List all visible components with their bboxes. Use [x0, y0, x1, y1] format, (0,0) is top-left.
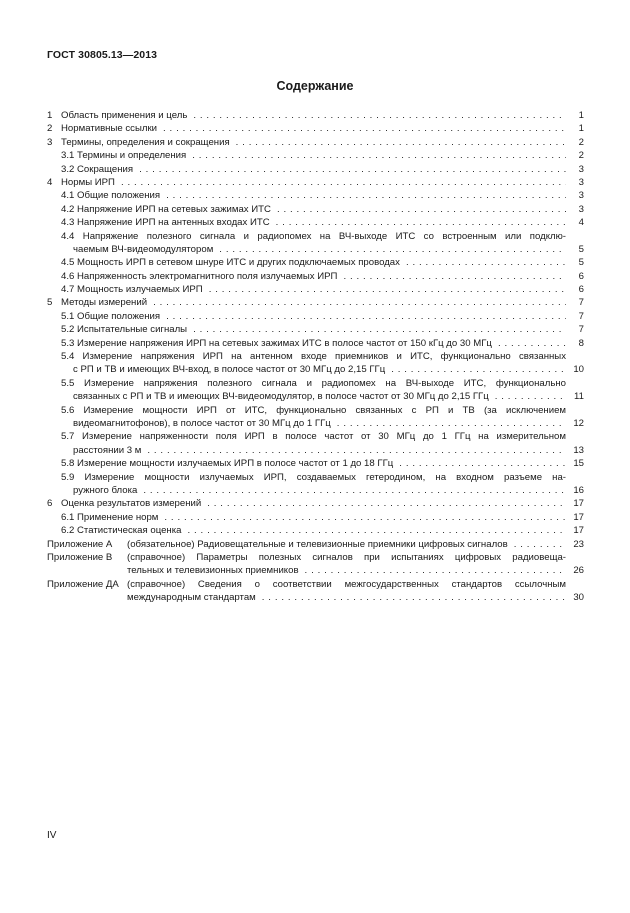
toc-entry-title: Методы измерений . . .	[61, 296, 566, 309]
toc-entry[interactable]	[47, 149, 584, 162]
toc-entry-page: 12	[573, 418, 584, 430]
toc-entry-page: 7	[578, 297, 584, 309]
toc-entry-title: 6.1 Применение норм . . .	[61, 511, 566, 524]
toc-entry-page: 13	[573, 444, 584, 456]
toc-entry-page: 10	[573, 364, 584, 376]
toc-entry[interactable]	[47, 404, 584, 431]
toc-entry[interactable]	[47, 350, 584, 377]
toc-entry[interactable]	[47, 310, 584, 323]
toc-entry[interactable]	[47, 216, 584, 229]
toc-entry-page: 15	[573, 458, 584, 470]
toc-entry-page: 7	[578, 324, 584, 336]
toc-entry-title: Нормы ИРП . . .	[61, 176, 566, 189]
toc-entry-number: 4	[47, 176, 53, 188]
toc-entry[interactable]	[47, 296, 584, 309]
toc-entry[interactable]	[47, 122, 584, 135]
toc-entry-title: 4.3 Напряжение ИРП на антенных входах ИТС . . .	[61, 216, 566, 229]
toc-entry-page: 3	[578, 203, 584, 215]
toc-entry[interactable]	[47, 471, 584, 498]
table-of-contents	[47, 109, 584, 605]
toc-entry-title: 4.2 Напряжение ИРП на сетевых зажимах ИТС . . .	[61, 203, 566, 216]
toc-entry-title: ружного блока . . .	[73, 484, 566, 497]
toc-entry-title: (справочное) Параметры полезных сигналов при испытаниях цифровых радиовеща-	[127, 551, 566, 563]
toc-entry-page: 30	[573, 592, 584, 604]
page-number: IV	[47, 830, 57, 841]
toc-entry-title: тельных и телевизионных приемников . . .	[127, 564, 566, 577]
toc-entry-page: 3	[578, 163, 584, 175]
toc-entry[interactable]	[47, 497, 584, 510]
toc-entry-title: с РП и ТВ и имеющих ВЧ-вход, в полосе частот от 30 МГц до 2,15 ГГц . . .	[73, 363, 566, 376]
toc-entry[interactable]	[47, 163, 584, 176]
toc-entry-page: 5	[578, 243, 584, 255]
toc-entry-page: 2	[578, 150, 584, 162]
toc-entry[interactable]	[47, 189, 584, 202]
toc-entry-page: 1	[578, 123, 584, 135]
toc-entry[interactable]	[47, 538, 584, 551]
toc-entry[interactable]	[47, 524, 584, 537]
toc-entry-title: 5.5 Измерение напряжения полезного сигнала и радиопомех на ВЧ-выходе ИТС, функционально	[61, 377, 566, 389]
toc-entry-title: 5.6 Измерение мощности ИРП от ИТС, функционально связанных с РП и ТВ (за исключением	[61, 404, 566, 416]
toc-entry-title: 5.7 Измерение напряженности поля ИРП в полосе частот от 30 МГц до 1 ГГц на измерительном	[61, 431, 566, 443]
toc-entry-number: 6	[47, 498, 53, 510]
toc-entry-title: Оценка результатов измерений . . .	[61, 497, 566, 510]
toc-entry-title: 5.1 Общие положения . . .	[61, 310, 566, 323]
toc-entry-page: 8	[578, 337, 584, 349]
toc-entry-page: 1	[578, 110, 584, 121]
toc-entry-number: 3	[47, 136, 53, 148]
toc-entry[interactable]	[47, 256, 584, 269]
toc-entry-title: Термины, определения и сокращения . . .	[61, 136, 566, 149]
toc-entry-title: Нормативные ссылки . . .	[61, 122, 566, 135]
toc-entry-title: 5.4 Измерение напряжения ИРП на антенном входе приемников и ИТС, функционально связанных	[61, 351, 566, 363]
toc-entry-title: 6.2 Статистическая оценка . . .	[61, 524, 566, 537]
toc-entry-title: 5.3 Измерение напряжения ИРП на сетевых зажимах ИТС в полосе частот от 150 кГц до 30 МГц . . .	[61, 337, 566, 350]
toc-entry[interactable]	[47, 230, 584, 257]
toc-entry-page: 3	[578, 190, 584, 202]
toc-entry-title: связанных с РП и ТВ и имеющих ВЧ-видеомодулятор, в полосе частот от 30 МГц до 2,15 ГГц . . .	[73, 390, 566, 403]
toc-entry-title: (справочное) Сведения о соответствии межгосударственных стандартов ссылочным	[127, 578, 566, 590]
toc-entry-title: (обязательное) Радиовещательные и телевизионные приемники цифровых сигналов . . .	[127, 538, 566, 551]
toc-entry-title: 4.1 Общие положения . . .	[61, 189, 566, 202]
toc-entry-page: 23	[573, 538, 584, 550]
toc-entry-page: 11	[574, 391, 584, 403]
toc-entry-title: 4.4 Напряжение полезного сигнала и радиопомех на ВЧ-выходе ИТС со встроенным или подклю-	[61, 230, 566, 242]
toc-entry[interactable]	[47, 578, 584, 605]
toc-entry[interactable]	[47, 430, 584, 457]
toc-entry[interactable]	[47, 270, 584, 283]
toc-entry-title: международным стандартам . . .	[127, 591, 566, 604]
toc-entry[interactable]	[47, 283, 584, 296]
toc-entry-page: 16	[573, 485, 584, 497]
toc-entry-page: 6	[578, 270, 584, 282]
toc-entry-title: 5.9 Измерение мощности излучаемых ИРП, создаваемых гетеродином, на входном разъеме на-	[61, 471, 566, 483]
toc-entry-title: Область применения и цель . . .	[61, 109, 566, 122]
toc-entry[interactable]	[47, 551, 584, 578]
toc-entry-page: 4	[578, 217, 584, 229]
toc-entry-title: видеомагнитофонов), в полосе частот от 30 МГц до 1 ГГц . . .	[73, 417, 566, 430]
toc-entry[interactable]	[47, 323, 584, 336]
toc-entry-number: 1	[47, 110, 53, 121]
toc-entry[interactable]	[47, 176, 584, 189]
toc-entry-title: 3.2 Сокращения . . .	[61, 163, 566, 176]
toc-entry-title: расстоянии 3 м . . .	[73, 444, 566, 457]
toc-entry[interactable]	[47, 377, 584, 404]
toc-entry-page: 5	[578, 257, 584, 269]
toc-entry-title: 5.2 Испытательные сигналы . . .	[61, 323, 566, 336]
toc-entry-page: 17	[573, 511, 584, 523]
toc-entry-title: 4.5 Мощность ИРП в сетевом шнуре ИТС и других подключаемых проводах . . .	[61, 256, 566, 269]
toc-entry-title: 4.7 Мощность излучаемых ИРП . . .	[61, 283, 566, 296]
toc-entry-page: 17	[573, 498, 584, 510]
toc-entry-page: 7	[578, 310, 584, 322]
toc-entry-title: 5.8 Измерение мощности излучаемых ИРП в полосе частот от 1 до 18 ГГц . . .	[61, 457, 566, 470]
toc-title: Содержание	[276, 79, 354, 93]
toc-entry[interactable]	[47, 203, 584, 216]
toc-entry-title: чаемым ВЧ-видеомодулятором . . .	[73, 243, 566, 256]
document-header: ГОСТ 30805.13—2013	[47, 49, 158, 61]
toc-entry-page: 6	[578, 284, 584, 296]
toc-entry-number: 5	[47, 297, 53, 309]
toc-entry[interactable]	[47, 337, 584, 350]
toc-entry-number: 2	[47, 123, 53, 135]
toc-entry-title: 4.6 Напряженность электромагнитного поля излучаемых ИРП . . .	[61, 270, 566, 283]
toc-entry-page: 2	[578, 136, 584, 148]
toc-entry-number: Приложение ДА	[47, 578, 119, 590]
toc-entry[interactable]	[47, 457, 584, 470]
toc-entry[interactable]	[47, 136, 584, 149]
toc-entry[interactable]	[47, 511, 584, 524]
toc-entry-number: Приложение В	[47, 551, 113, 563]
toc-entry-page: 3	[578, 176, 584, 188]
toc-entry-page: 17	[573, 525, 584, 537]
toc-entry-title: 3.1 Термины и определения . . .	[61, 149, 566, 162]
toc-entry-number: Приложение А	[47, 538, 113, 550]
toc-entry[interactable]	[47, 109, 584, 122]
toc-entry-page: 26	[573, 565, 584, 577]
